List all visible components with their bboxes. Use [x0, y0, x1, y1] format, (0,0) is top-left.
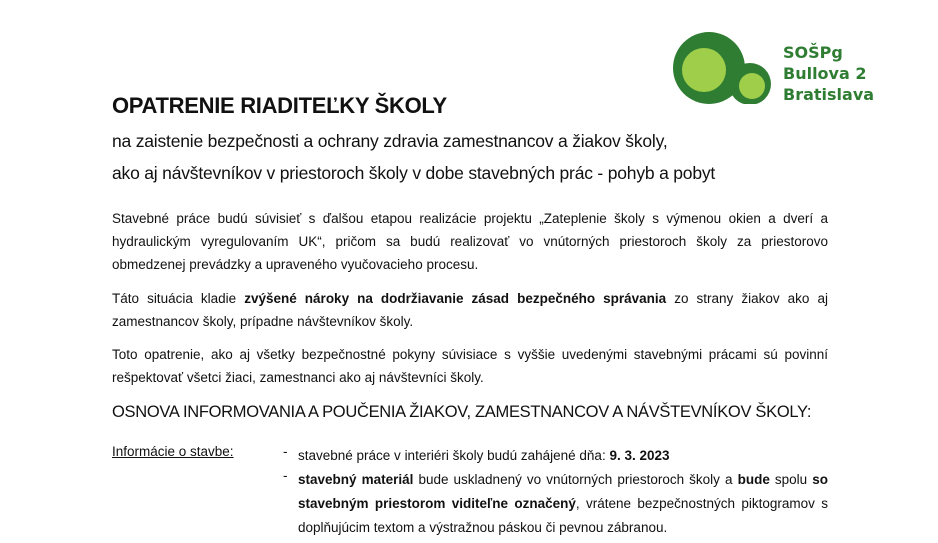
info-label: Informácie o stavbe: — [112, 444, 234, 459]
school-logo-icon — [672, 30, 772, 106]
list-item — [298, 468, 828, 540]
paragraph-obligation: Toto opatrenie, ako aj všetky bezpečnostné pokyny súvisiace s vyššie uvedenými stavebnými prácami sú povinní rešpektovať všetci žiaci, zamestnanci ako aj návštevníci školy. — [112, 347, 828, 385]
school-name-line1: SOŠPg — [783, 43, 843, 62]
document-title: OPATRENIE RIADITEĽKY ŠKOLY — [112, 93, 447, 118]
school-name-line2: Bullova 2 — [783, 64, 867, 83]
document-subtitle-line2: ako aj návštevníkov v priestoroch školy v dobe stavebných prác - pohyb a pobyt — [112, 163, 716, 183]
paragraph-requirements-text1: Táto situácia kladie — [112, 291, 245, 306]
list-dash: - — [283, 468, 288, 483]
school-name — [783, 42, 874, 105]
list-item-text: bude uskladnený vo vnútorných priestoroch školy a — [413, 472, 738, 487]
paragraph-intro: Stavebné práce budú súvisieť s ďalšou etapou realizácie projektu „Zateplenie školy s výmenou okien a dverí a hydraulickým vyregulovaním UK“, pričom sa budú realizovať vo vnútorných priestoroch školy za priestorovo obmedzenej prevádzky a upraveného vyučovacieho procesu. — [112, 211, 828, 272]
list-item-bold: stavebný materiál — [298, 472, 414, 487]
paragraph-requirements-emphasis: zvýšené nároky na dodržiavanie zásad bezpečného správania — [244, 291, 667, 306]
paragraph-requirements-text2: zo strany žiakov ako aj zamestnancov školy, prípadne návštevníkov školy. — [112, 291, 828, 329]
section-heading: OSNOVA INFORMOVANIA A POUČENIA ŽIAKOV, ZAMESTNANCOV A NÁVŠTEVNÍKOV ŠKOLY: — [112, 403, 812, 421]
start-date: 9. 3. 2023 — [609, 448, 670, 463]
school-name-line3: Bratislava — [783, 85, 875, 104]
list-item-bold: bude — [737, 472, 770, 487]
list-item-text: spolu — [769, 472, 813, 487]
paragraph-requirements — [112, 287, 828, 333]
list-item — [298, 444, 828, 468]
list-item-bold: so stavebným priestorom viditeľne označený — [298, 472, 828, 511]
document-subtitle-line1: na zaistenie bezpečnosti a ochrany zdravia zamestnancov a žiakov školy, — [112, 131, 668, 151]
list-dash: - — [283, 444, 288, 459]
list-item-text: stavebné práce v interiéri školy budú zahájené dňa: — [298, 448, 610, 463]
list-item-text: , vrátene bezpečnostných piktogramov s doplňujúcim textom a výstražnou páskou či pevnou zábranou. — [298, 496, 828, 535]
